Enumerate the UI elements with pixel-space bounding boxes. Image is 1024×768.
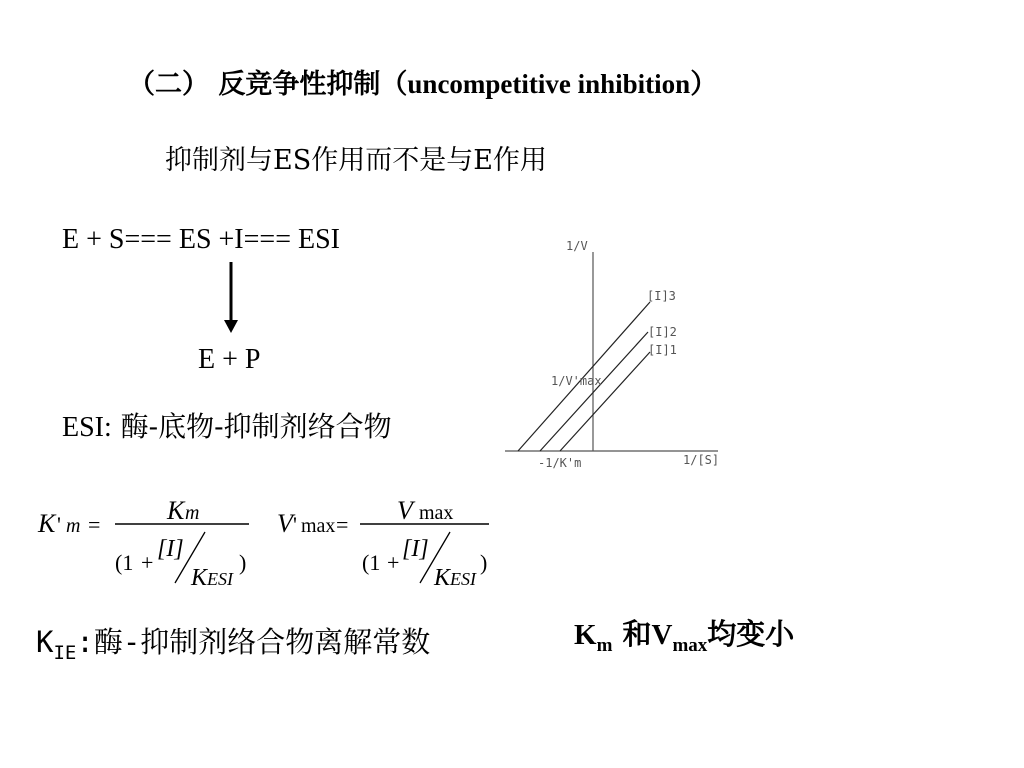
vmax-den-close: ) [480,550,488,575]
km-den-k: K [191,565,208,591]
x-intercept-label: -1/K'm [538,456,582,470]
y-axis-label: 1/V [566,239,588,253]
vmax-num-sub: max [419,502,454,524]
y-intercept-label: 1/V'max [551,374,602,388]
vmax-den-k: K [434,565,451,591]
km-den-plus: + [141,550,154,575]
subtitle: 抑制剂与ES作用而不是与E作用 [165,145,547,176]
vmax-num-symbol: V [397,496,413,525]
esi-note [62,405,392,445]
formula-vmax [270,490,500,595]
title-latin: uncompetitive inhibition [407,69,691,99]
kie-text: :酶-抑制剂络合物离解常数 [76,625,431,659]
summary-k-sub: m [596,634,613,656]
vmax-lhs-sub: max [301,515,336,537]
km-equals: = [88,512,101,537]
vmax-lhs-prime: ' [293,512,297,537]
vmax-den-conc: [I] [402,536,429,562]
km-den-close: ) [239,550,247,575]
formula-km [30,490,260,595]
km-den-k-sub: ESI [207,569,233,589]
vmax-equals: = [336,512,349,537]
km-lhs-prime: ' [57,512,61,537]
line-i1 [560,352,650,451]
summary-note [574,612,794,657]
km-num-symbol: K [167,496,185,525]
line-label-i3: [I]3 [647,289,676,303]
vmax-den-open: (1 [362,550,381,575]
summary-k: K [574,619,597,651]
reaction-product: E + P [198,344,261,375]
summary-v-sub: max [672,634,708,656]
esi-text: 酶-底物-抑制剂络合物 [111,410,392,443]
title-suffix: ） [690,69,718,100]
reaction-equation: E + S=== ES +I=== ESI [62,224,341,255]
vmax-den-k-sub: ESI [450,569,476,589]
reaction-arrow [220,262,242,334]
title-prefix: （二） 反竞争性抑制（ [128,69,408,100]
kie-note [36,620,430,664]
km-lhs-sub: m [66,515,81,537]
km-den-conc: [I] [157,536,184,562]
kie-sub: IE [53,641,77,664]
esi-label: ESI: [62,412,112,443]
summary-text: 均变小 [707,617,795,651]
km-lhs-symbol: K [38,509,56,538]
vmax-den-plus: + [387,550,400,575]
line-label-i2: [I]2 [648,325,677,339]
vmax-lhs-symbol: V [277,509,293,538]
summary-v: V [651,619,673,651]
x-axis-label: 1/[S] [683,453,720,467]
summary-and: 和 [612,617,652,651]
km-den-open: (1 [115,550,134,575]
km-num-sub: m [185,502,200,524]
line-label-i1: [I]1 [648,343,677,357]
line-i2 [540,332,648,451]
page-title [128,62,717,101]
lineweaver-burk-graph [500,230,730,480]
kie-symbol: K [36,625,54,659]
